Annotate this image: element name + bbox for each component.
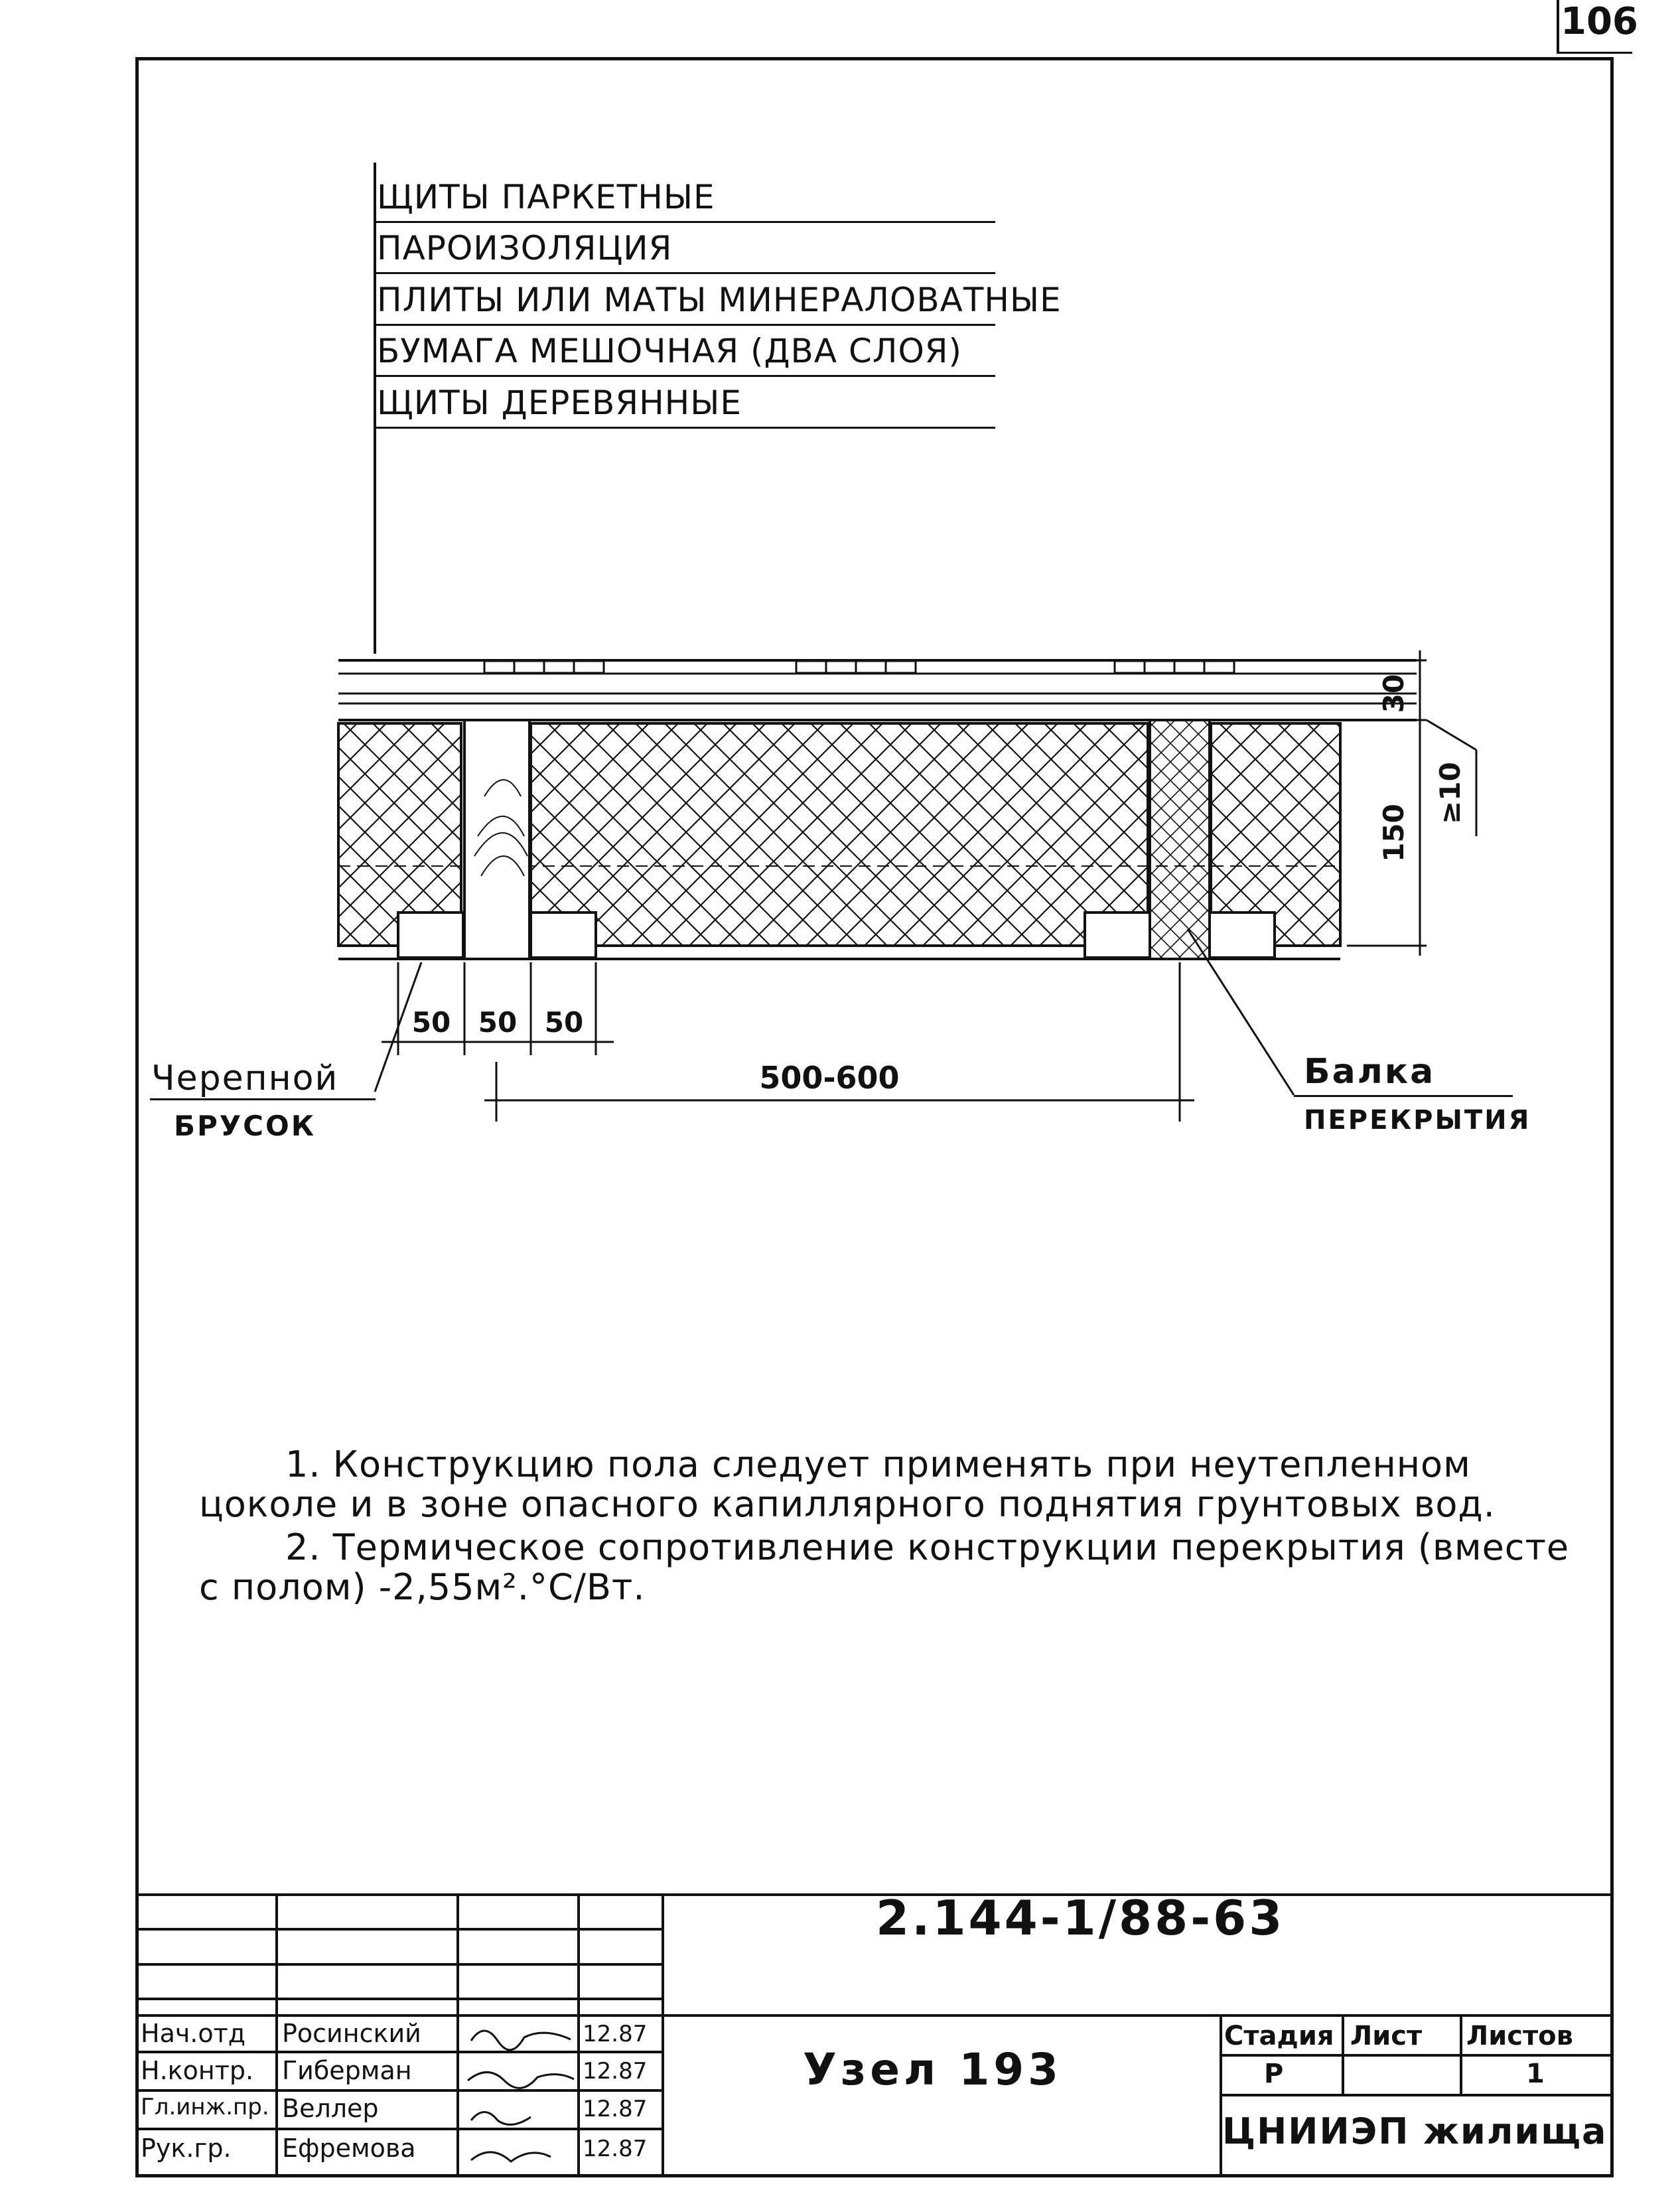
dim-bar-width-right: 50 [544, 1006, 584, 1039]
tb-row-line [135, 2128, 663, 2130]
label-beam-2: ПЕРЕКРЫТИЯ [1304, 1105, 1531, 1135]
signer-role: Гл.инж.пр. [141, 2094, 269, 2120]
signer-name: Веллер [282, 2094, 379, 2123]
legend-item-mineral-wool: ПЛИТЫ ИЛИ МАТЫ МИНЕРАЛОВАТНЫЕ [377, 281, 1062, 319]
signatures [458, 2014, 577, 2177]
tb-col-line [662, 1893, 664, 2177]
floor-beam-left [464, 720, 529, 959]
label-beam-underline [1294, 1095, 1513, 1097]
sheets-header: Листов [1466, 2021, 1573, 2051]
node-title: Узел 193 [803, 2044, 1063, 2095]
dim-top-board: 30 [1377, 674, 1410, 713]
note-1-line-1: 1. Конструкцию пола следует применять при неутепленном [285, 1443, 1471, 1485]
stage-value: Р [1264, 2059, 1284, 2089]
legend-item-wood-boards: ЩИТЫ ДЕРЕВЯННЫЕ [377, 384, 742, 422]
signer-date: 12.87 [583, 2136, 648, 2162]
label-beam: Балка [1304, 1052, 1436, 1092]
tb-row-line [135, 1963, 663, 1966]
tb-row-line [135, 1998, 663, 2000]
legend-item-parquet: ЩИТЫ ПАРКЕТНЫЕ [377, 178, 715, 216]
dim-layer-height: 150 [1377, 804, 1410, 862]
tb-col-line [275, 1893, 278, 2177]
note-2-line-2: с полом) -2,55м².°С/Вт. [199, 1566, 646, 1608]
signer-name: Ефремова [282, 2134, 416, 2163]
signer-name: Гиберман [282, 2056, 412, 2085]
tb-row-line [1220, 2094, 1614, 2096]
legend-item-paper: БУМАГА МЕШОЧНАЯ (ДВА СЛОЯ) [377, 332, 963, 370]
dim-span: 500-600 [759, 1060, 900, 1096]
note-2-line-1: 2. Термическое сопротивление конструкции перекрытия (вместе [285, 1526, 1570, 1568]
tb-col-line [1460, 2014, 1462, 2094]
document-code: 2.144-1/88-63 [876, 1890, 1285, 1946]
signer-date: 12.87 [583, 2096, 648, 2122]
dim-gap: ≥10 [1434, 762, 1466, 824]
signer-name: Росинский [282, 2019, 421, 2048]
tb-row-line [135, 2089, 663, 2092]
tb-top-border [135, 1893, 1614, 1896]
tb-row-line [135, 2014, 1614, 2017]
tb-col-line [1342, 2014, 1344, 2094]
note-1-line-2: цоколе и в зоне опасного капиллярного поднятия грунтовых вод. [199, 1483, 1496, 1525]
signer-date: 12.87 [583, 2021, 648, 2047]
page-number: 106 [1561, 0, 1638, 43]
floor-beam-right [1150, 720, 1210, 959]
signer-role: Н.контр. [141, 2056, 254, 2085]
tb-col-line [1220, 2014, 1222, 2177]
legend-item-vapor-barrier: ПАРОИЗОЛЯЦИЯ [377, 229, 673, 267]
parquet-layer [338, 660, 1417, 720]
tb-col-line [577, 1893, 580, 2177]
label-cranial-bar-underline [150, 1098, 376, 1100]
organization-name: ЦНИИЭП жилища [1222, 2110, 1608, 2152]
sheet-header: Лист [1350, 2021, 1423, 2051]
dim-beam-width: 50 [478, 1006, 518, 1039]
signer-date: 12.87 [583, 2058, 648, 2085]
dim-bar-width: 50 [411, 1006, 451, 1039]
tb-row-line [135, 1928, 663, 1931]
label-cranial-bar: Черепной [151, 1059, 339, 1098]
tb-row-line [135, 2051, 663, 2053]
stage-header: Стадия [1224, 2021, 1334, 2051]
label-cranial-bar-2: БРУСОК [174, 1110, 316, 1142]
signer-role: Рук.гр. [141, 2134, 232, 2163]
tb-row-line [1220, 2054, 1614, 2057]
sheets-value: 1 [1526, 2059, 1545, 2089]
signer-role: Нач.отд [141, 2019, 246, 2048]
